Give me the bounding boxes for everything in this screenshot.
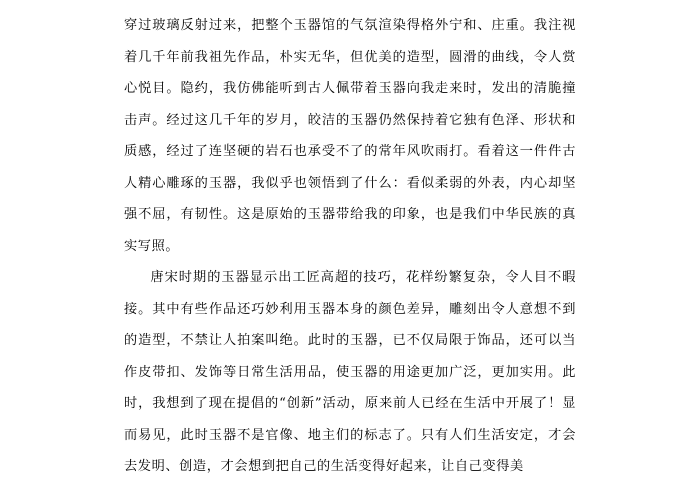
paragraph-2: 唐宋时期的玉器显示出工匠高超的技巧，花样纷繁复杂，令人目不暇接。其中有些作品还巧妙利用玉器本身的颜色差异，雕刻出令人意想不到的造型，不禁让人拍案叫绝。此时的玉器，已不仅局限于饰品，还可以当作皮带扣、发饰等日常生活用品，使玉器的用途更加广泛，更加实用。此时，我想到了现在提倡的“创新”活动，原来前人已经在生活中开展了！显而易见，此时玉器不是官像、地主们的标志了。只有人们生活安定，才会去发明、创造，才会想到把自己的生活变得好起来，让自己变得美	[124, 270, 576, 474]
document-body	[124, 10, 576, 483]
paragraph-1: 穿过玻璃反射过来，把整个玉器馆的气氛渲染得格外宁和、庄重。我注视着几千年前我祖先作品，朴实无华，但优美的造型，圆滑的曲线，令人赏心悦目。隐约，我仿佛能听到古人佩带着玉器向我走来时，发出的清脆撞击声。经过这几千年的岁月，皎洁的玉器仍然保持着它独有色泽、形状和质感，经过了连坚硬的岩石也承受不了的常年风吹雨打。看着这一件件古人精心雕琢的玉器，我似乎也领悟到了什么：看似柔弱的外表，内心却坚强不屈，有韧性。这是原始的玉器带给我的印象，也是我们中华民族的真实写照。	[124, 18, 576, 254]
